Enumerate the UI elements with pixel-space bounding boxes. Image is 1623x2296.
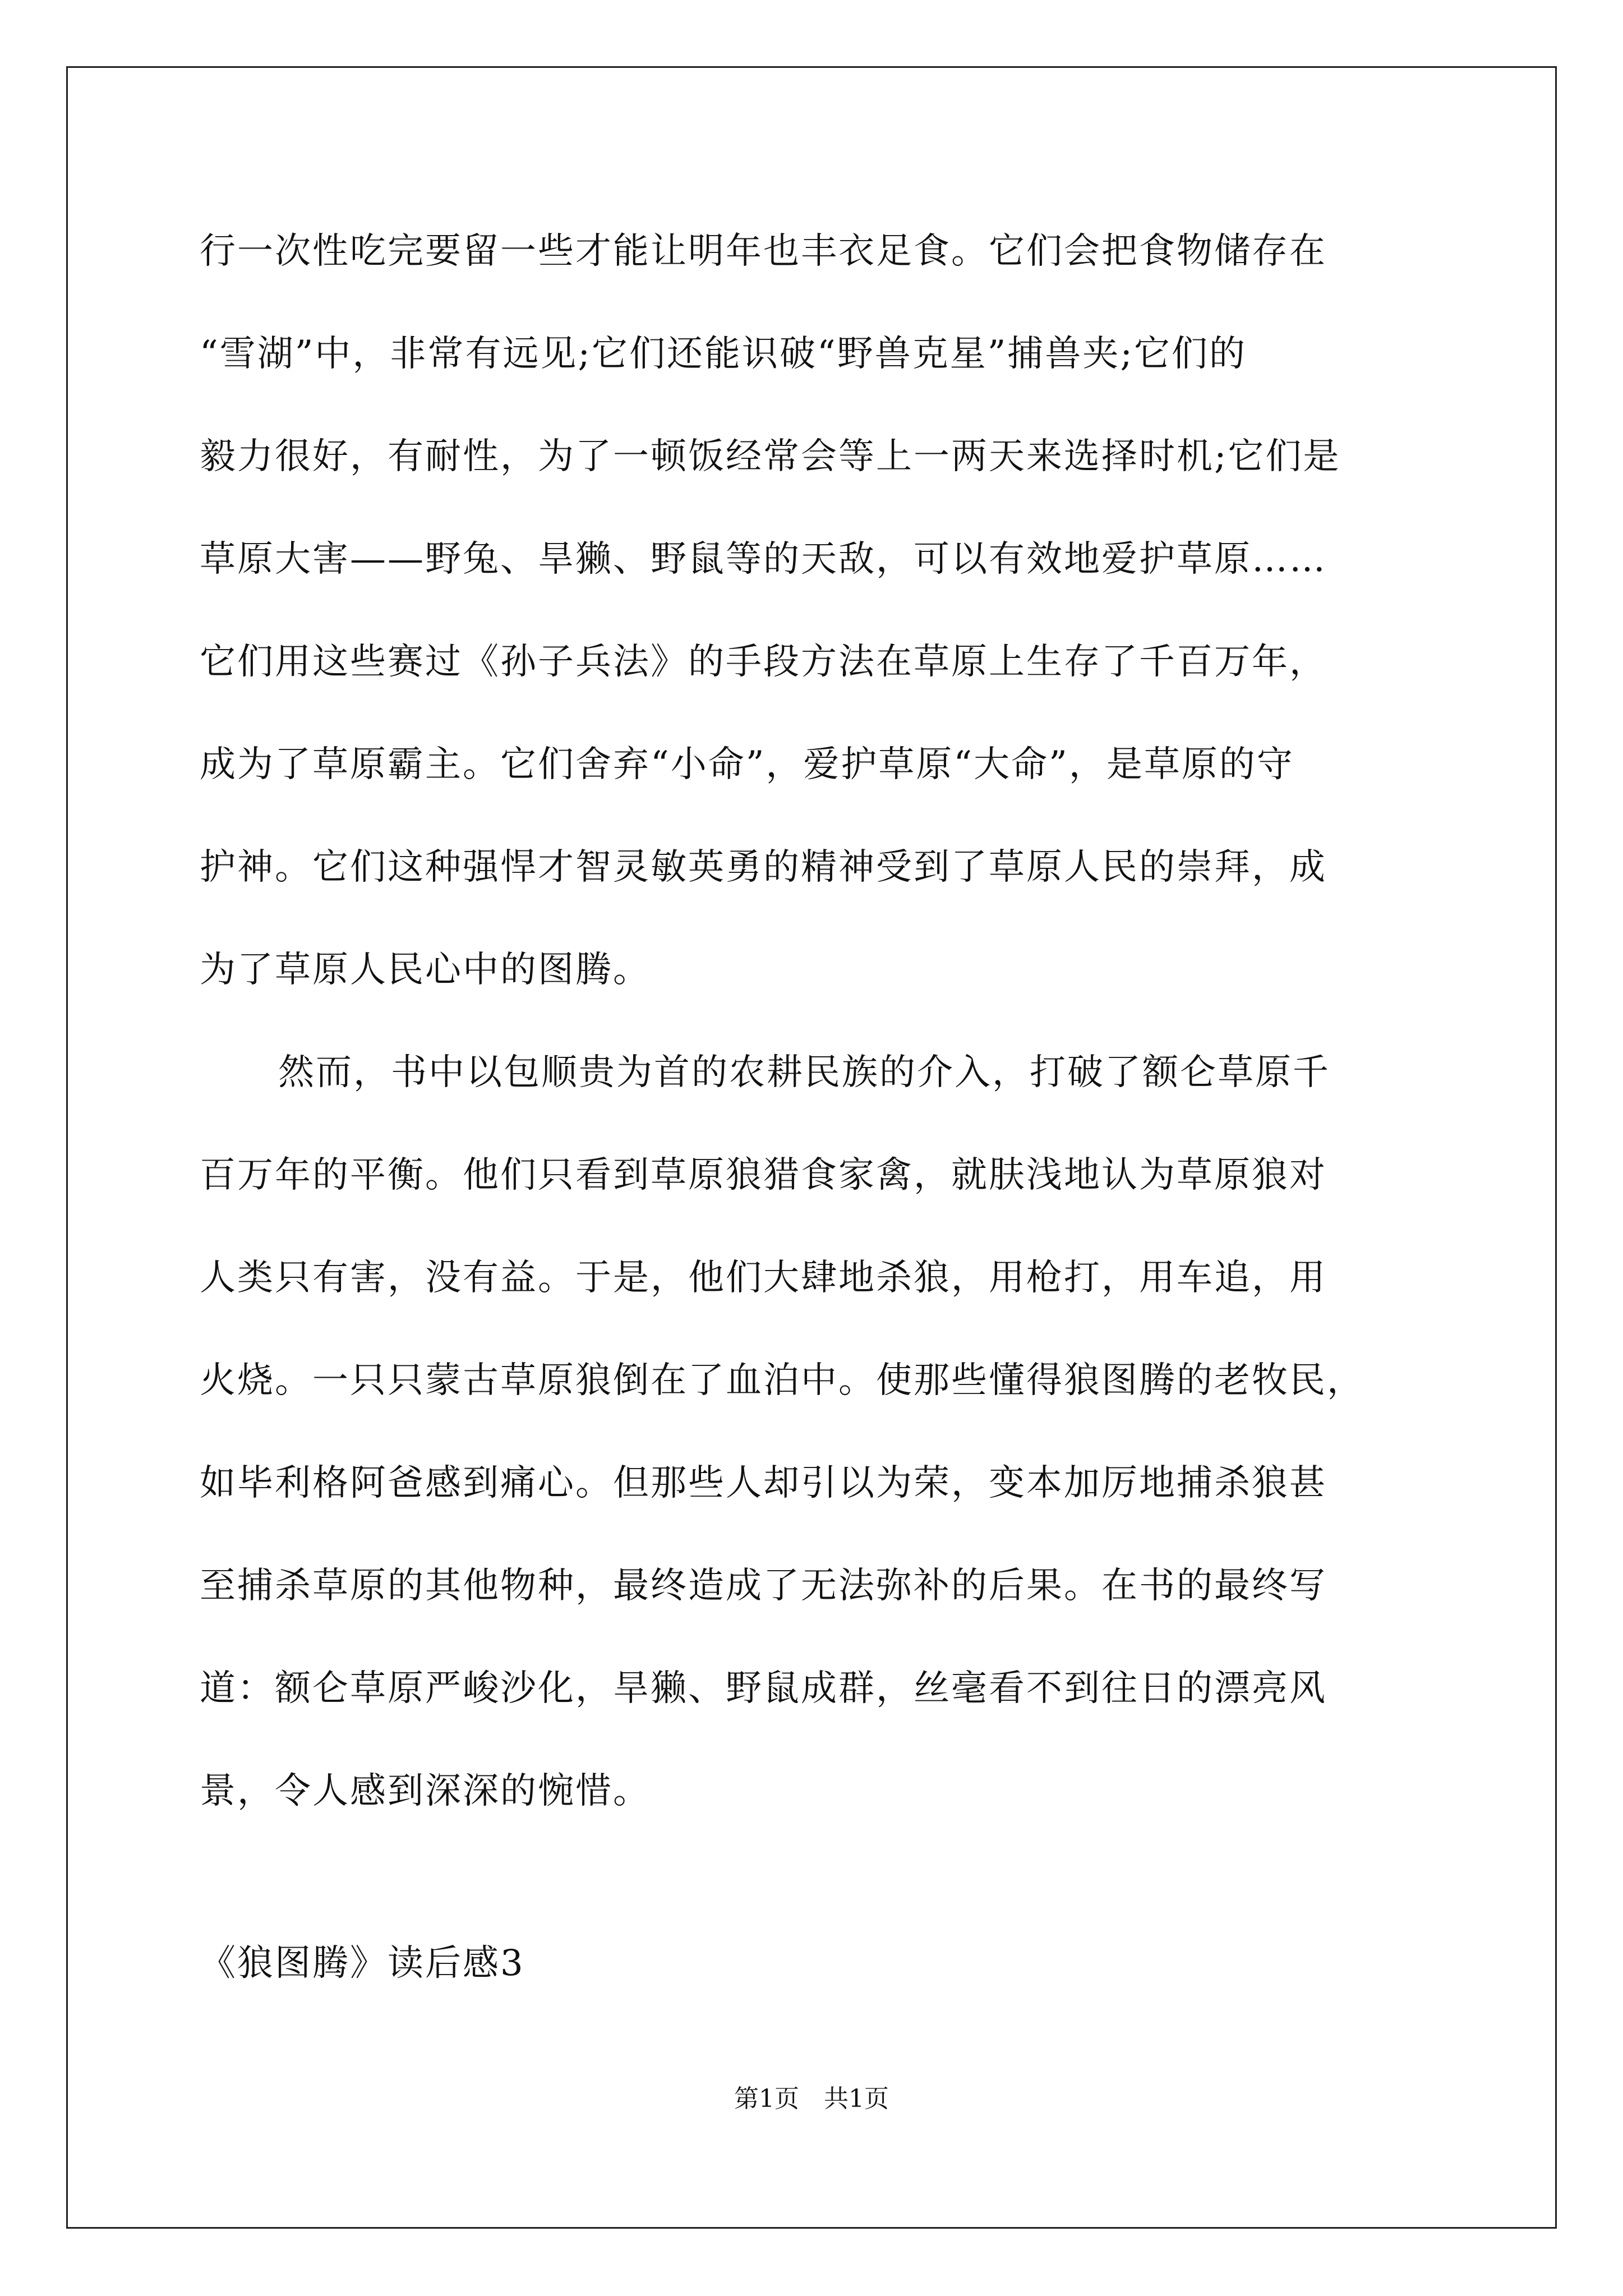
- text-line: 人类只有害，没有益。于是，他们大肆地杀狼，用枪打，用车追，用: [200, 1257, 1327, 1299]
- text-line: 景，令人感到深深的惋惜。: [200, 1770, 651, 1812]
- text-line: 如毕利格阿爸感到痛心。但那些人却引以为荣，变本加厉地捕杀狼甚: [200, 1462, 1327, 1504]
- text-line: “雪湖”中，非常有远见;它们还能识破“野兽克星”捕兽夹;它们的: [200, 333, 1247, 375]
- text-line: 护神。它们这种强悍才智灵敏英勇的精神受到了草原人民的崇拜，成: [200, 846, 1327, 888]
- paragraph-first-line: 然而，书中以包顺贵为首的农耕民族的介入，打破了额仑草原千: [278, 1052, 1330, 1093]
- document-body: [200, 218, 1445, 1860]
- text-line: 成为了草原霸主。它们舍弃“小命”，爱护草原“大命”，是草原的守: [200, 744, 1294, 785]
- text-line: 它们用这些赛过《孙子兵法》的手段方法在草原上生存了千百万年，: [200, 641, 1327, 683]
- section-title: 《狼图腾》读后感3: [200, 1943, 525, 1984]
- page-number: 第1页 共1页: [734, 2085, 889, 2113]
- text-line: 道：额仑草原严峻沙化，旱獭、野鼠成群，丝毫看不到往日的漂亮风: [200, 1668, 1327, 1709]
- text-line: 至捕杀草原的其他物种，最终造成了无法弥补的后果。在书的最终写: [200, 1565, 1327, 1607]
- text-line: 百万年的平衡。他们只看到草原狼猎食家禽，就肤浅地认为草原狼对: [200, 1154, 1327, 1196]
- text-line: 草原大害——野兔、旱獭、野鼠等的天敌，可以有效地爱护草原……: [200, 539, 1327, 580]
- text-line: 行一次性吃完要留一些才能让明年也丰衣足食。它们会把食物储存在: [200, 231, 1327, 272]
- text-line: 火烧。一只只蒙古草原狼倒在了血泊中。使那些懂得狼图腾的老牧民，: [200, 1360, 1364, 1401]
- text-line: 为了草原人民心中的图腾。: [200, 949, 651, 991]
- text-line: 毅力很好，有耐性，为了一顿饭经常会等上一两天来选择时机;它们是: [200, 436, 1341, 477]
